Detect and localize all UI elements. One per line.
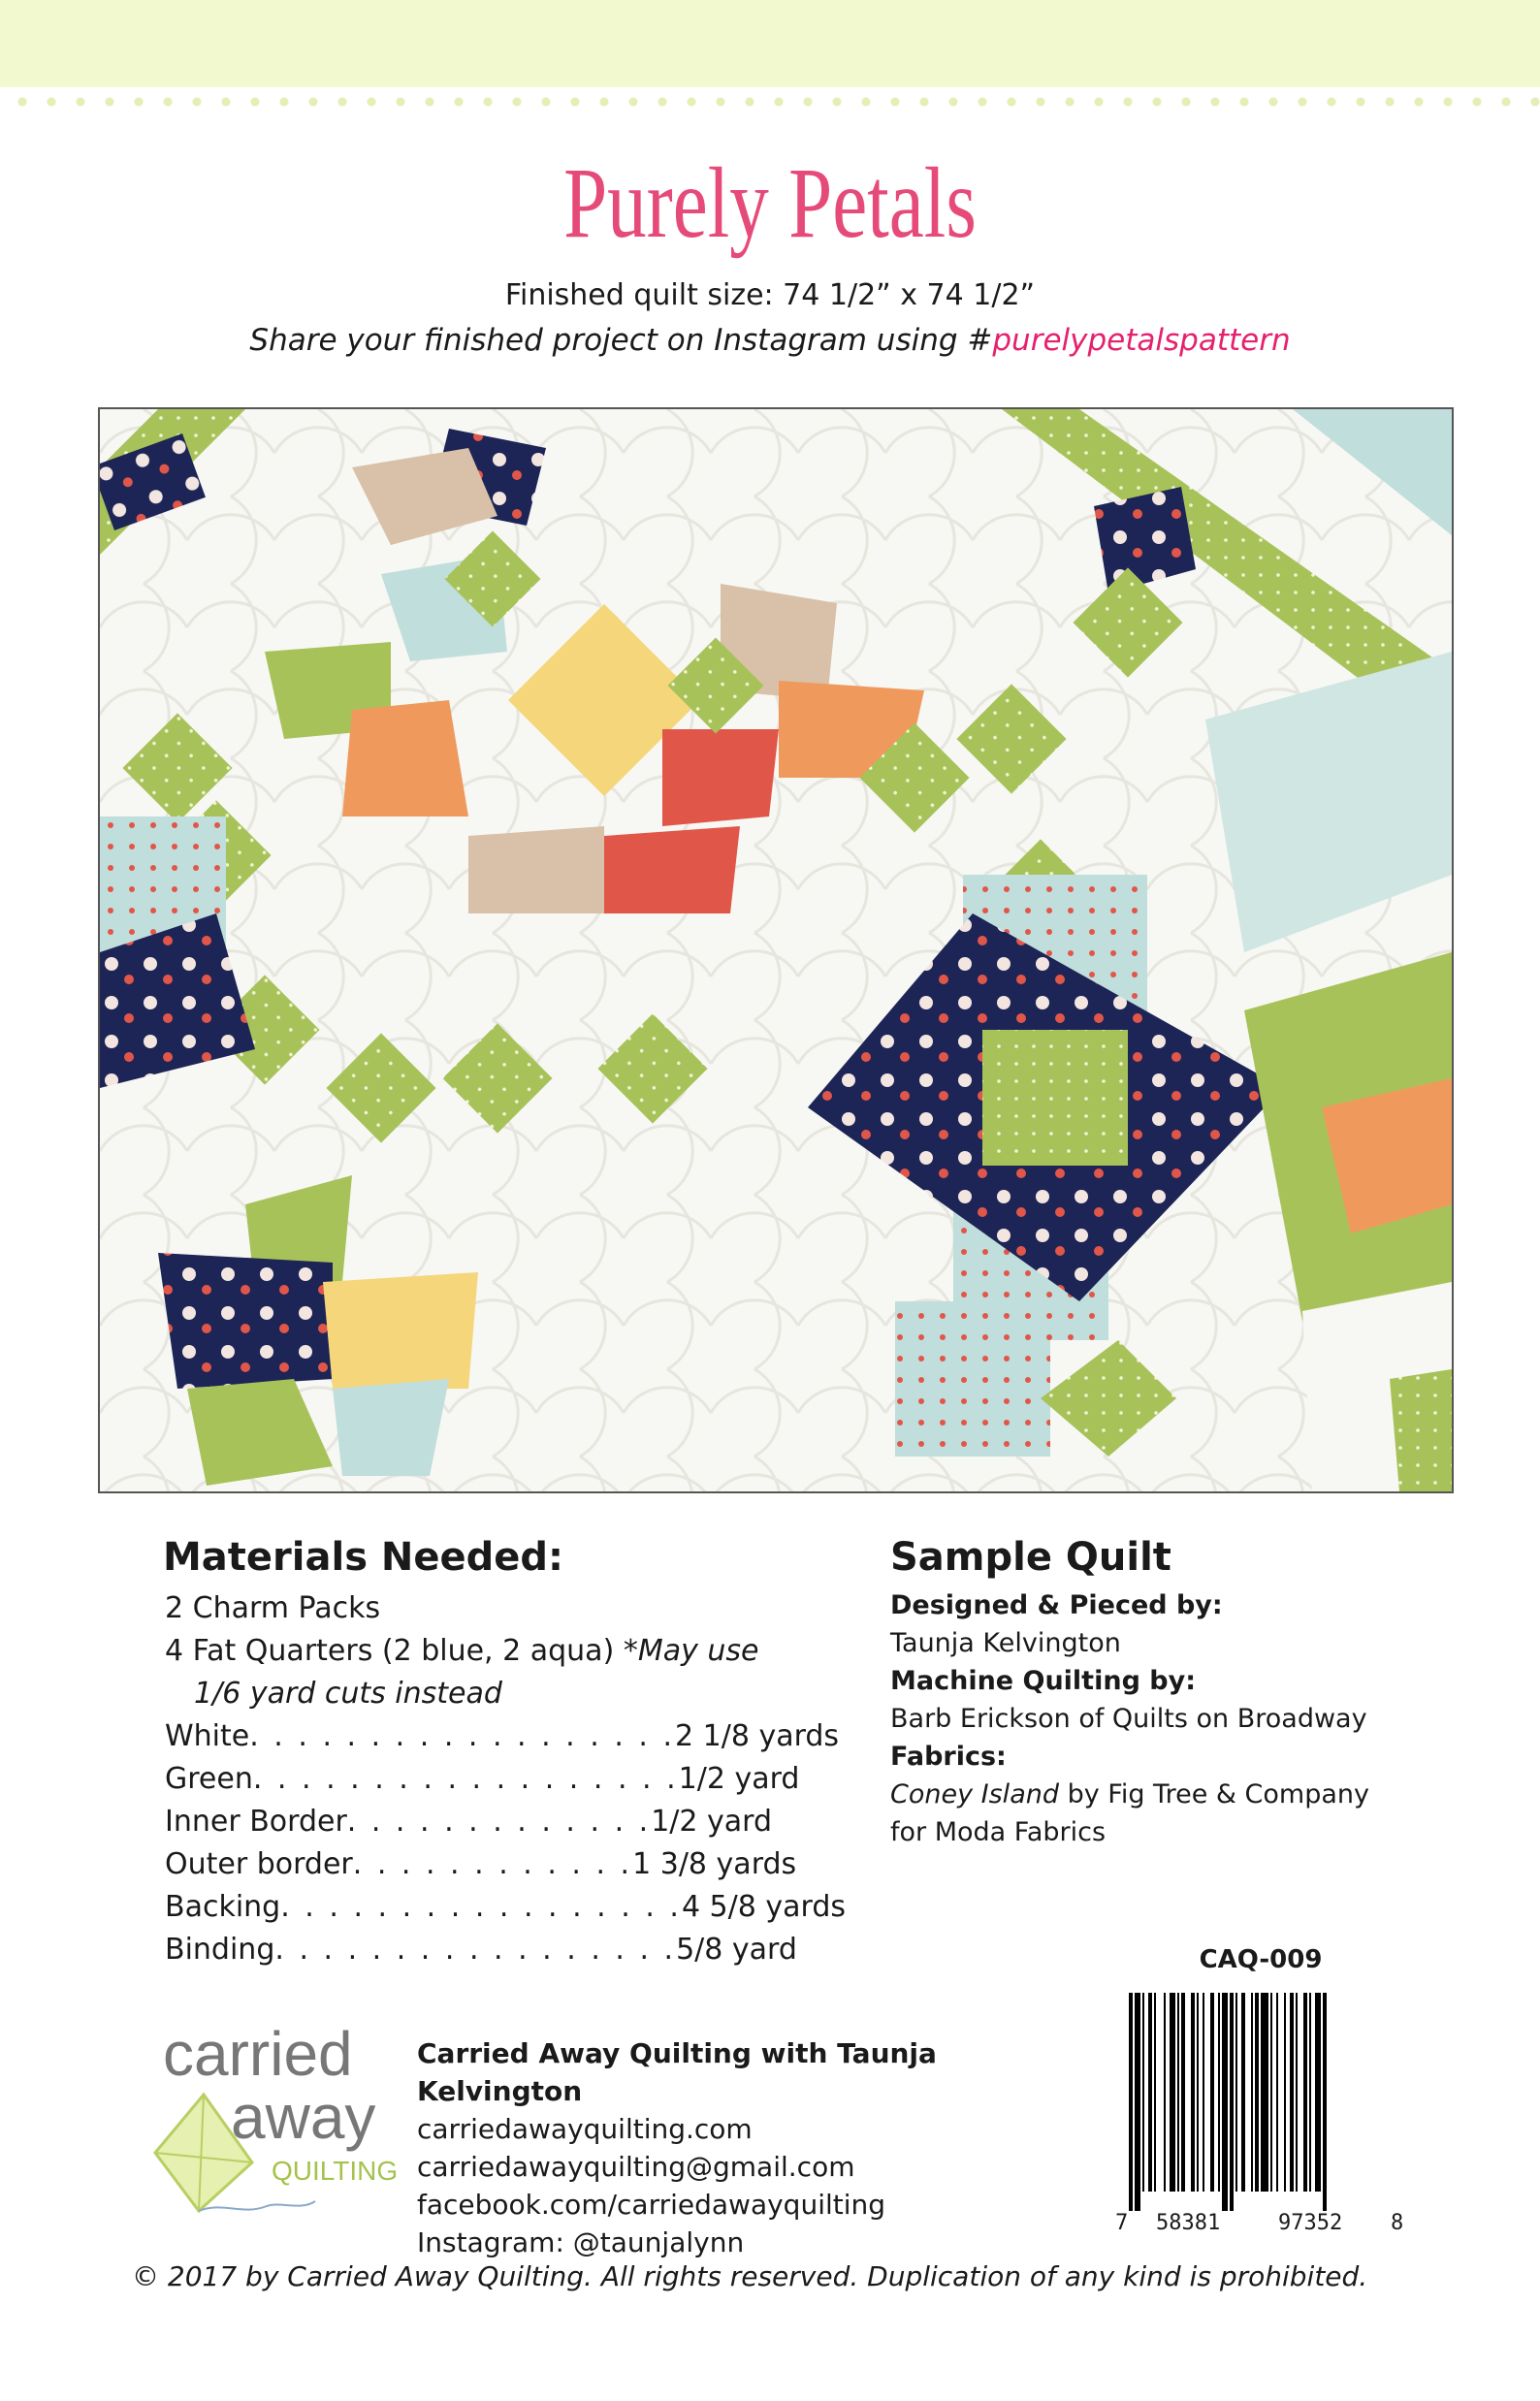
dot-leader: . . . . . . . . . . . . . . . . . .: [252, 1762, 679, 1796]
barcode-bar: [1164, 1993, 1166, 2192]
dot-leader: . . . . . . . . . . . . . . . . .: [274, 1933, 677, 1967]
barcode-bar: [1191, 1993, 1195, 2192]
barcode-bar: [1154, 1993, 1156, 2192]
materials-list: [165, 1587, 846, 1971]
dot-leader: . . . . . . . . . . . . .: [346, 1805, 652, 1839]
fabric-designer: by Fig Tree & Company: [1058, 1779, 1369, 1809]
email-link[interactable]: carriedawayquilting@gmail.com: [417, 2151, 855, 2183]
instagram-handle[interactable]: Instagram: @taunjalynn: [417, 2226, 745, 2258]
barcode-digit-check: 8: [1391, 2211, 1404, 2235]
yardage-row: [165, 1843, 797, 1886]
barcode-bar: [1197, 1993, 1199, 2192]
barcode-digits: [1115, 2211, 1406, 2240]
barcode-bar: [1181, 1993, 1185, 2192]
yardage-label: White: [165, 1719, 250, 1753]
barcode-bar: [1170, 1993, 1175, 2192]
fabrics-label: Fabrics:: [890, 1742, 1007, 1772]
facebook-link[interactable]: facebook.com/carriedawayquilting: [417, 2189, 886, 2221]
yardage-amount: 5/8 yard: [676, 1933, 797, 1967]
fat-quarters-text: 4 Fat Quarters (2 blue, 2 aqua): [165, 1634, 624, 1668]
logo-word-carried: carried: [163, 2019, 353, 2089]
dot-leader: . . . . . . . . . . . . . . . . . .: [249, 1719, 675, 1753]
sample-quilt-title: Sample Quilt: [890, 1535, 1171, 1580]
barcode-bar: [1290, 1993, 1294, 2192]
barcode-digits-right: 97352: [1278, 2211, 1343, 2235]
yardage-amount: 1/2 yard: [651, 1805, 772, 1839]
pattern-sku: CAQ-009: [1199, 1945, 1323, 1974]
barcode-bar: [1129, 1993, 1133, 2211]
dot-leader: . . . . . . . . . . . . . . . . .: [280, 1890, 682, 1924]
fat-quarters-note-cont: 1/6 yard cuts instead: [194, 1677, 502, 1711]
website-link[interactable]: carriedawayquilting.com: [417, 2113, 753, 2145]
barcode-digit-lead: 7: [1115, 2211, 1129, 2235]
hashtag-link[interactable]: purelypetalspattern: [992, 323, 1291, 358]
barcode-bar: [1210, 1993, 1214, 2192]
yardage-amount: 2 1/8 yards: [675, 1719, 840, 1753]
barcode-bar: [1218, 1993, 1220, 2192]
carried-away-logo: [145, 2007, 407, 2221]
designed-value: Taunja Kelvington: [890, 1628, 1121, 1658]
fat-quarters-item: [165, 1630, 786, 1673]
barcode-bar: [1261, 1993, 1268, 2192]
dot-leader: . . . . . . . . . . . .: [352, 1847, 633, 1881]
fabric-collection-name: Coney Island: [890, 1779, 1059, 1809]
pattern-title: Purely Petals: [563, 147, 977, 259]
barcode-bar: [1303, 1993, 1307, 2192]
yardage-amount: 1 3/8 yards: [632, 1847, 797, 1881]
quilting-label: Machine Quilting by:: [890, 1666, 1197, 1696]
logo-word-away: away: [231, 2082, 376, 2152]
barcode-bar: [1284, 1993, 1286, 2192]
barcode-bar: [1203, 1993, 1204, 2192]
yardage-label: Backing: [165, 1890, 281, 1924]
barcode-bar: [1230, 1993, 1234, 2211]
yardage-amount: 4 5/8 yards: [681, 1890, 846, 1924]
yardage-row: [165, 1929, 797, 1971]
yardage-label: Binding: [165, 1933, 275, 1967]
share-text: Share your finished project on Instagram using #: [249, 323, 993, 358]
barcode-bar: [1235, 1993, 1237, 2192]
barcode-bar: [1177, 1993, 1179, 2192]
dotted-divider: [0, 96, 1540, 108]
quilting-value: Barb Erickson of Quilts on Broadway: [890, 1704, 1367, 1734]
copyright-notice: © 2017 by Carried Away Quilting. All rights reserved. Duplication of any kind is prohibited.: [132, 2260, 1368, 2292]
barcode-bar: [1323, 1993, 1327, 2211]
materials-title: Materials Needed:: [163, 1535, 564, 1580]
logo-word-quilting: QUILTING: [272, 2156, 399, 2186]
fabric-manufacturer: for Moda Fabrics: [890, 1817, 1107, 1847]
yardage-amount: 1/2 yard: [678, 1762, 800, 1796]
barcode-bar: [1276, 1993, 1278, 2192]
barcode-bar: [1142, 1993, 1144, 2192]
designed-label: Designed & Pieced by:: [890, 1590, 1223, 1620]
yardage-row: [165, 1715, 840, 1758]
contact-info: [417, 2034, 1047, 2261]
barcode-bar: [1241, 1993, 1245, 2192]
barcode-bar: [1296, 1993, 1298, 2192]
barcode: [1115, 1993, 1406, 2216]
charm-packs-item: 2 Charm Packs: [165, 1591, 381, 1625]
yardage-row: [165, 1801, 786, 1843]
barcode-digits-left: 58381: [1156, 2211, 1221, 2235]
yardage-label: Outer border: [165, 1847, 353, 1881]
barcode-bar: [1148, 1993, 1152, 2192]
header-band: [0, 0, 1540, 87]
yardage-label: Inner Border: [165, 1805, 347, 1839]
barcode-bar: [1270, 1993, 1272, 2192]
yardage-label: Green: [165, 1762, 253, 1796]
share-line: [0, 323, 1540, 358]
yardage-row: [165, 1886, 846, 1929]
barcode-bar: [1315, 1993, 1321, 2192]
barcode-bar: [1135, 1993, 1140, 2211]
barcode-bar: [1309, 1993, 1311, 2192]
quilt-photo: [98, 407, 1454, 1493]
barcode-bar: [1251, 1993, 1253, 2192]
barcode-bar: [1222, 1993, 1228, 2211]
fat-quarters-note: *May use: [623, 1634, 759, 1668]
sample-quilt-credits: [890, 1586, 1433, 1851]
barcode-bar: [1255, 1993, 1259, 2192]
yardage-row: [165, 1758, 800, 1801]
contact-heading: Carried Away Quilting with Taunja Kelvington: [417, 2037, 937, 2107]
finished-size: Finished quilt size: 74 1/2” x 74 1/2”: [504, 278, 1036, 312]
fabrics-line: [890, 1776, 1433, 1813]
